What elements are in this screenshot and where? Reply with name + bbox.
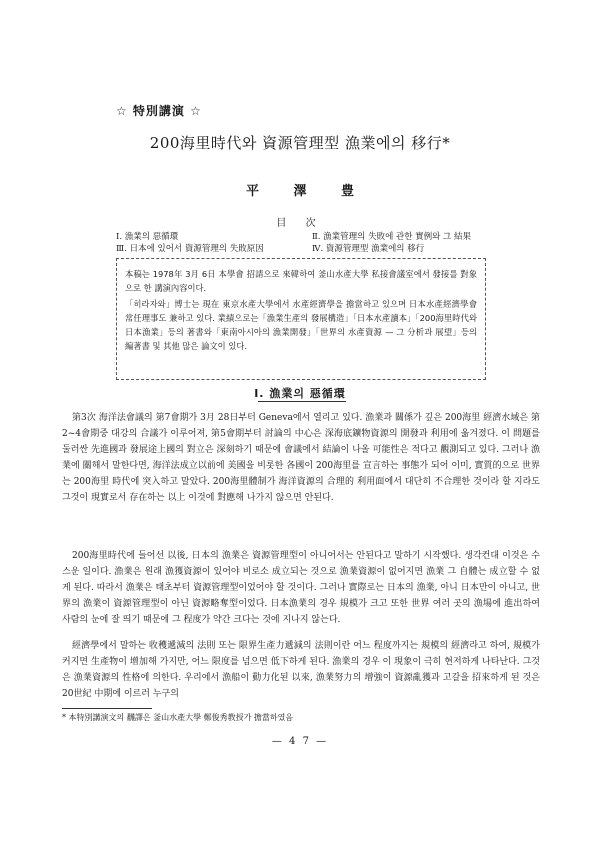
toc-item-4: Ⅳ. 資源管理型 漁業에의 移行 bbox=[312, 244, 425, 254]
body-paragraph-3: 經濟學에서 말하는 收穫遞減의 法則 또는 限界生產力遞減의 法則이란 어느 程度까지는 規模의 經濟라고 하여, 規模가 커지면 生產物이 增加해 가지만, 어느 限度를 넘으면 低下하게 된다. 漁業의 경우 이 現象이 극히 현저하게 나타난다. 그것은 漁業資源의 性格에 의한다. 우리에서 漁船이 動力化된 以來, 漁業努力의 增強이 資源亂獲과 고갈을 招來하게 된 것은 20世紀 中期에 이르러 누구의 bbox=[62, 641, 540, 699]
footnote-rule bbox=[62, 708, 152, 709]
abstract-bio: 「히라자와」博士는 現在 東京水產大學에서 水產經濟學을 擔當하고 있으며 日本水產經濟學會 常任理事도 兼하고 있다. 業績으로는「漁業生產의 發展構造」「日本水產讀本」「200海里時代와 日本漁業」등의 著書와「東南아시아의 漁業開發」「世界의 水產資源 — 그 分析과 展望」등의 編著書 및 其他 많은 論文이 있다. bbox=[125, 299, 477, 351]
toc-heading: 目 次 bbox=[276, 218, 324, 229]
author-name: 平 澤 豊 bbox=[245, 184, 355, 199]
abstract-intro: 本稿는 1978年 3月 6日 本學會 招請으로 來韓하여 釜山水產大學 私接會議室에서 發接를 對象으로 한 講演內容이다. bbox=[125, 269, 477, 293]
footnote: * 本特別講演文의 飜譯은 釜山水產大學 鄭俊秀教授가 擔當하였음 bbox=[62, 713, 294, 722]
abstract-box bbox=[116, 258, 486, 380]
paper-title: 200海里時代와 資源管理型 漁業에의 移行* bbox=[149, 134, 451, 152]
toc-item-1: Ⅰ. 漁業의 惡循環 bbox=[116, 232, 179, 242]
body-paragraph-1: 第3次 海洋法會議의 第7會期가 3月 28日부터 Geneva에서 열리고 있다. 漁業과 關係가 깊은 200海里 經濟水域은 第2~4會期중 대강의 合議가 이루어져, 第5會期부터 討論의 中心은 深海底鑛物資源의 開發과 利用에 옮겨졌다. 이 問題를 둘러싼 先進國과 發展途上國의 對立은 深刻하기 때문에 會議에서 結論이 나올 可能性은 적다고 觀測되고 있다. 그러나 漁業에 關해서 말한다면, 海洋法成立以前에 美國을 비롯한 各國이 200海里를 宣言하는 事態가 되어 이미, 實質的으로 世界는 200海里 時代에 突入하고 말았다. 200海里體制가 海洋資源의 合理的 利用面에서 대단히 不合理한 것이라 할 지라도 그것이 現實로서 存在하는 以上 이것에 對應해 나가지 않으면 안된다. bbox=[62, 413, 540, 503]
special-lecture-label: ☆ 特別講演 ☆ bbox=[116, 104, 202, 118]
body-paragraph-2: 200海里時代에 들어선 以後, 日本의 漁業은 資源管理型이 아니어서는 안된다고 말하기 시작했다. 생각컨대 이것은 수스운 일이다. 漁業은 원래 漁獲資源이 있어야 비로소 成立되는 것으로 漁業資源이 없어지면 漁業 그 自體는 成立할 수 없게 된다. 따라서 漁業은 태초부터 資源管理型이었어야 할 것이다. 그러나 實際로는 日本의 漁業, 아니 日本만이 아니고, 世界의 漁業이 資源管理型이 아닌 資源略奪型이었다. 日本漁業의 경우 規模가 크고 또한 世界 여러 곳의 漁場에 進出하여 사람의 눈에 잘 띄기 때문에 그 程度가 약간 크다는 것에 지나지 않는다. bbox=[62, 551, 540, 625]
page-number: — 4 7 — bbox=[271, 736, 329, 747]
section-heading: Ⅰ. 漁業의 惡循環 bbox=[254, 387, 346, 400]
toc-item-3: Ⅲ. 日本에 있어서 資源管理의 失敗原因 bbox=[116, 244, 264, 254]
section-underline bbox=[258, 401, 346, 402]
toc-item-2: Ⅱ. 漁業管理의 失敗에 관한 實例와 그 結果 bbox=[312, 232, 471, 242]
